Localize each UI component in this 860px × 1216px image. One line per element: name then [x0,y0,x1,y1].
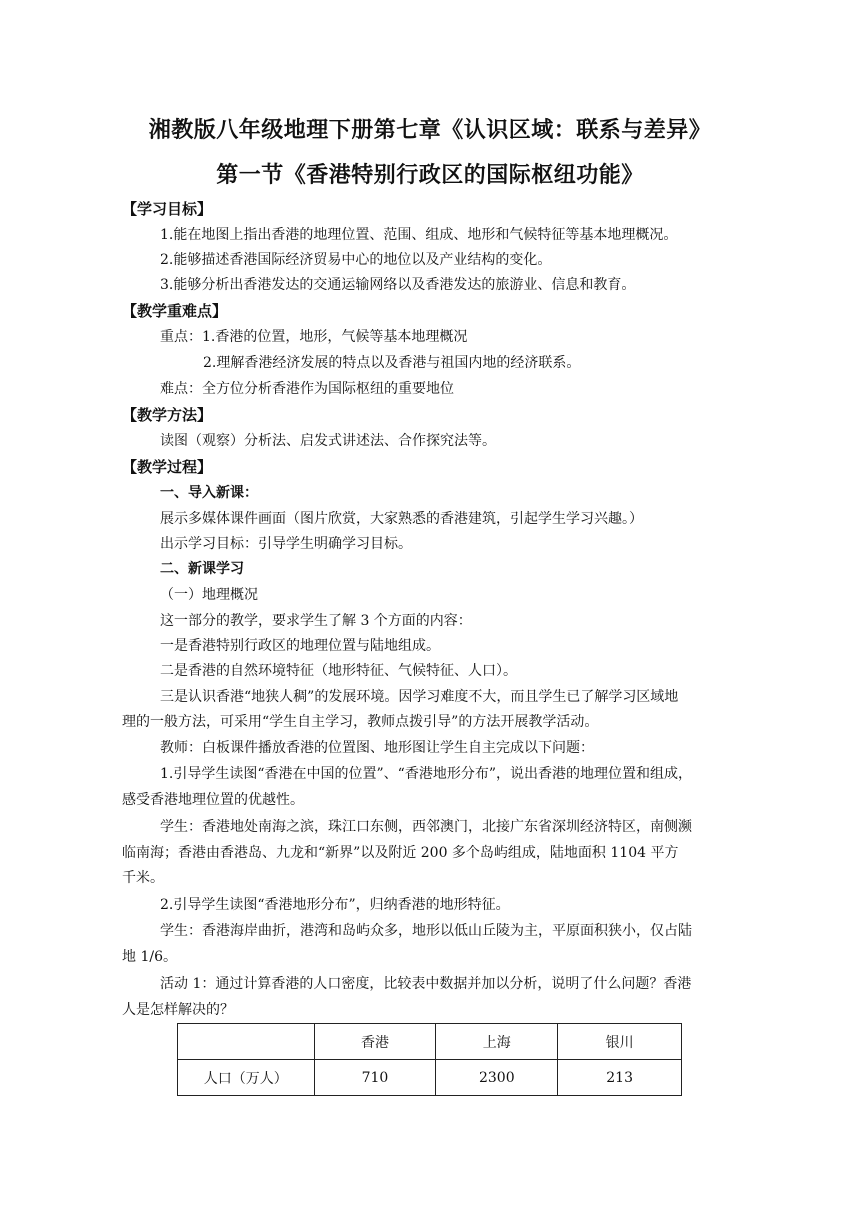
paragraph-line: 千米。 [122,870,164,886]
paragraph-line: 三是认识香港“地狭人稠”的发展环境。因学习难度不大，而且学生已了解学习区域地 [160,689,679,705]
table-row-label: 人口（万人） [178,1060,315,1096]
paragraph-line: 2.引导学生读图“香港地形分布”，归纳香港的地形特征。 [160,897,510,913]
section-heading-key-points: 【教学重难点】 [122,302,228,320]
table-cell: 213 [558,1060,682,1096]
table-header-row [178,1024,682,1060]
document-title: 湘教版八年级地理下册第七章《认识区域：联系与差异》 [148,118,712,143]
process-part-title: 二、新课学习 [160,561,244,577]
paragraph-line: 感受香港地理位置的优越性。 [122,792,304,808]
paragraph-line: 1.引导学生读图“香港在中国的位置”、“香港地形分布”，说出香港的地理位置和组成， [160,766,692,782]
paragraph-line: 地 1/6。 [122,949,177,965]
table-cell: 2300 [436,1060,558,1096]
paragraph-line: 教师：白板课件播放香港的位置图、地形图让学生自主完成以下问题： [160,740,594,756]
process-part-title: 一、导入新课： [160,485,258,501]
subsection-title: （一）地理概况 [160,587,258,603]
paragraph-line: 学生：香港地处南海之滨，珠江口东侧，西邻澳门，北接广东省深圳经济特区，南侧濒 [160,819,692,835]
key-point-difficulty: 难点：全方位分析香港作为国际枢纽的重要地位 [160,381,454,397]
paragraph-line: 活动 1：通过计算香港的人口密度，比较表中数据并加以分析，说明了什么问题？香港 [160,976,692,992]
population-table [177,1023,682,1096]
objective-item: 3.能够分析出香港发达的交通运输网络以及香港发达的旅游业、信息和教育。 [160,277,636,293]
key-point-focus: 2.理解香港经济发展的特点以及香港与祖国内地的经济联系。 [203,355,581,371]
key-point-focus: 重点：1.香港的位置，地形，气候等基本地理概况 [160,329,468,345]
objective-item: 2.能够描述香港国际经济贸易中心的地位以及产业结构的变化。 [160,252,552,268]
table-cell: 710 [314,1060,436,1096]
table-header-cell: 银川 [558,1024,682,1060]
methods-text: 读图（观察）分析法、启发式讲述法、合作探究法等。 [160,433,496,449]
section-heading-objectives: 【学习目标】 [122,200,213,218]
paragraph-line: 一是香港特别行政区的地理位置与陆地组成。 [160,638,440,654]
table-header-cell [178,1024,315,1060]
paragraph-line: 学生：香港海岸曲折，港湾和岛屿众多，地形以低山丘陵为主，平原面积狭小，仅占陆 [160,923,692,939]
paragraph-line: 展示多媒体课件画面（图片欣赏，大家熟悉的香港建筑，引起学生学习兴趣。） [160,511,643,527]
section-heading-methods: 【教学方法】 [122,406,213,424]
paragraph-line: 临南海；香港由香港岛、九龙和“新界”以及附近 200 多个岛屿组成，陆地面积 1104 平方 [122,845,679,861]
table-header-cell: 香港 [314,1024,436,1060]
section-heading-process: 【教学过程】 [122,458,213,476]
paragraph-line: 人是怎样解决的？ [122,1002,234,1018]
table-row [178,1060,682,1096]
paragraph-line: 二是香港的自然环境特征（地形特征、气候特征、人口）。 [160,663,517,679]
document-subtitle: 第一节《香港特别行政区的国际枢纽功能》 [216,163,644,188]
paragraph-line: 出示学习目标：引导学生明确学习目标。 [160,536,412,552]
paragraph-line: 这一部分的教学，要求学生了解 3 个方面的内容： [160,613,472,629]
table-header-cell: 上海 [436,1024,558,1060]
objective-item: 1.能在地图上指出香港的地理位置、范围、组成、地形和气候特征等基本地理概况。 [160,227,678,243]
paragraph-line: 理的一般方法，可采用“学生自主学习，教师点拨引导”的方法开展教学活动。 [122,714,599,730]
